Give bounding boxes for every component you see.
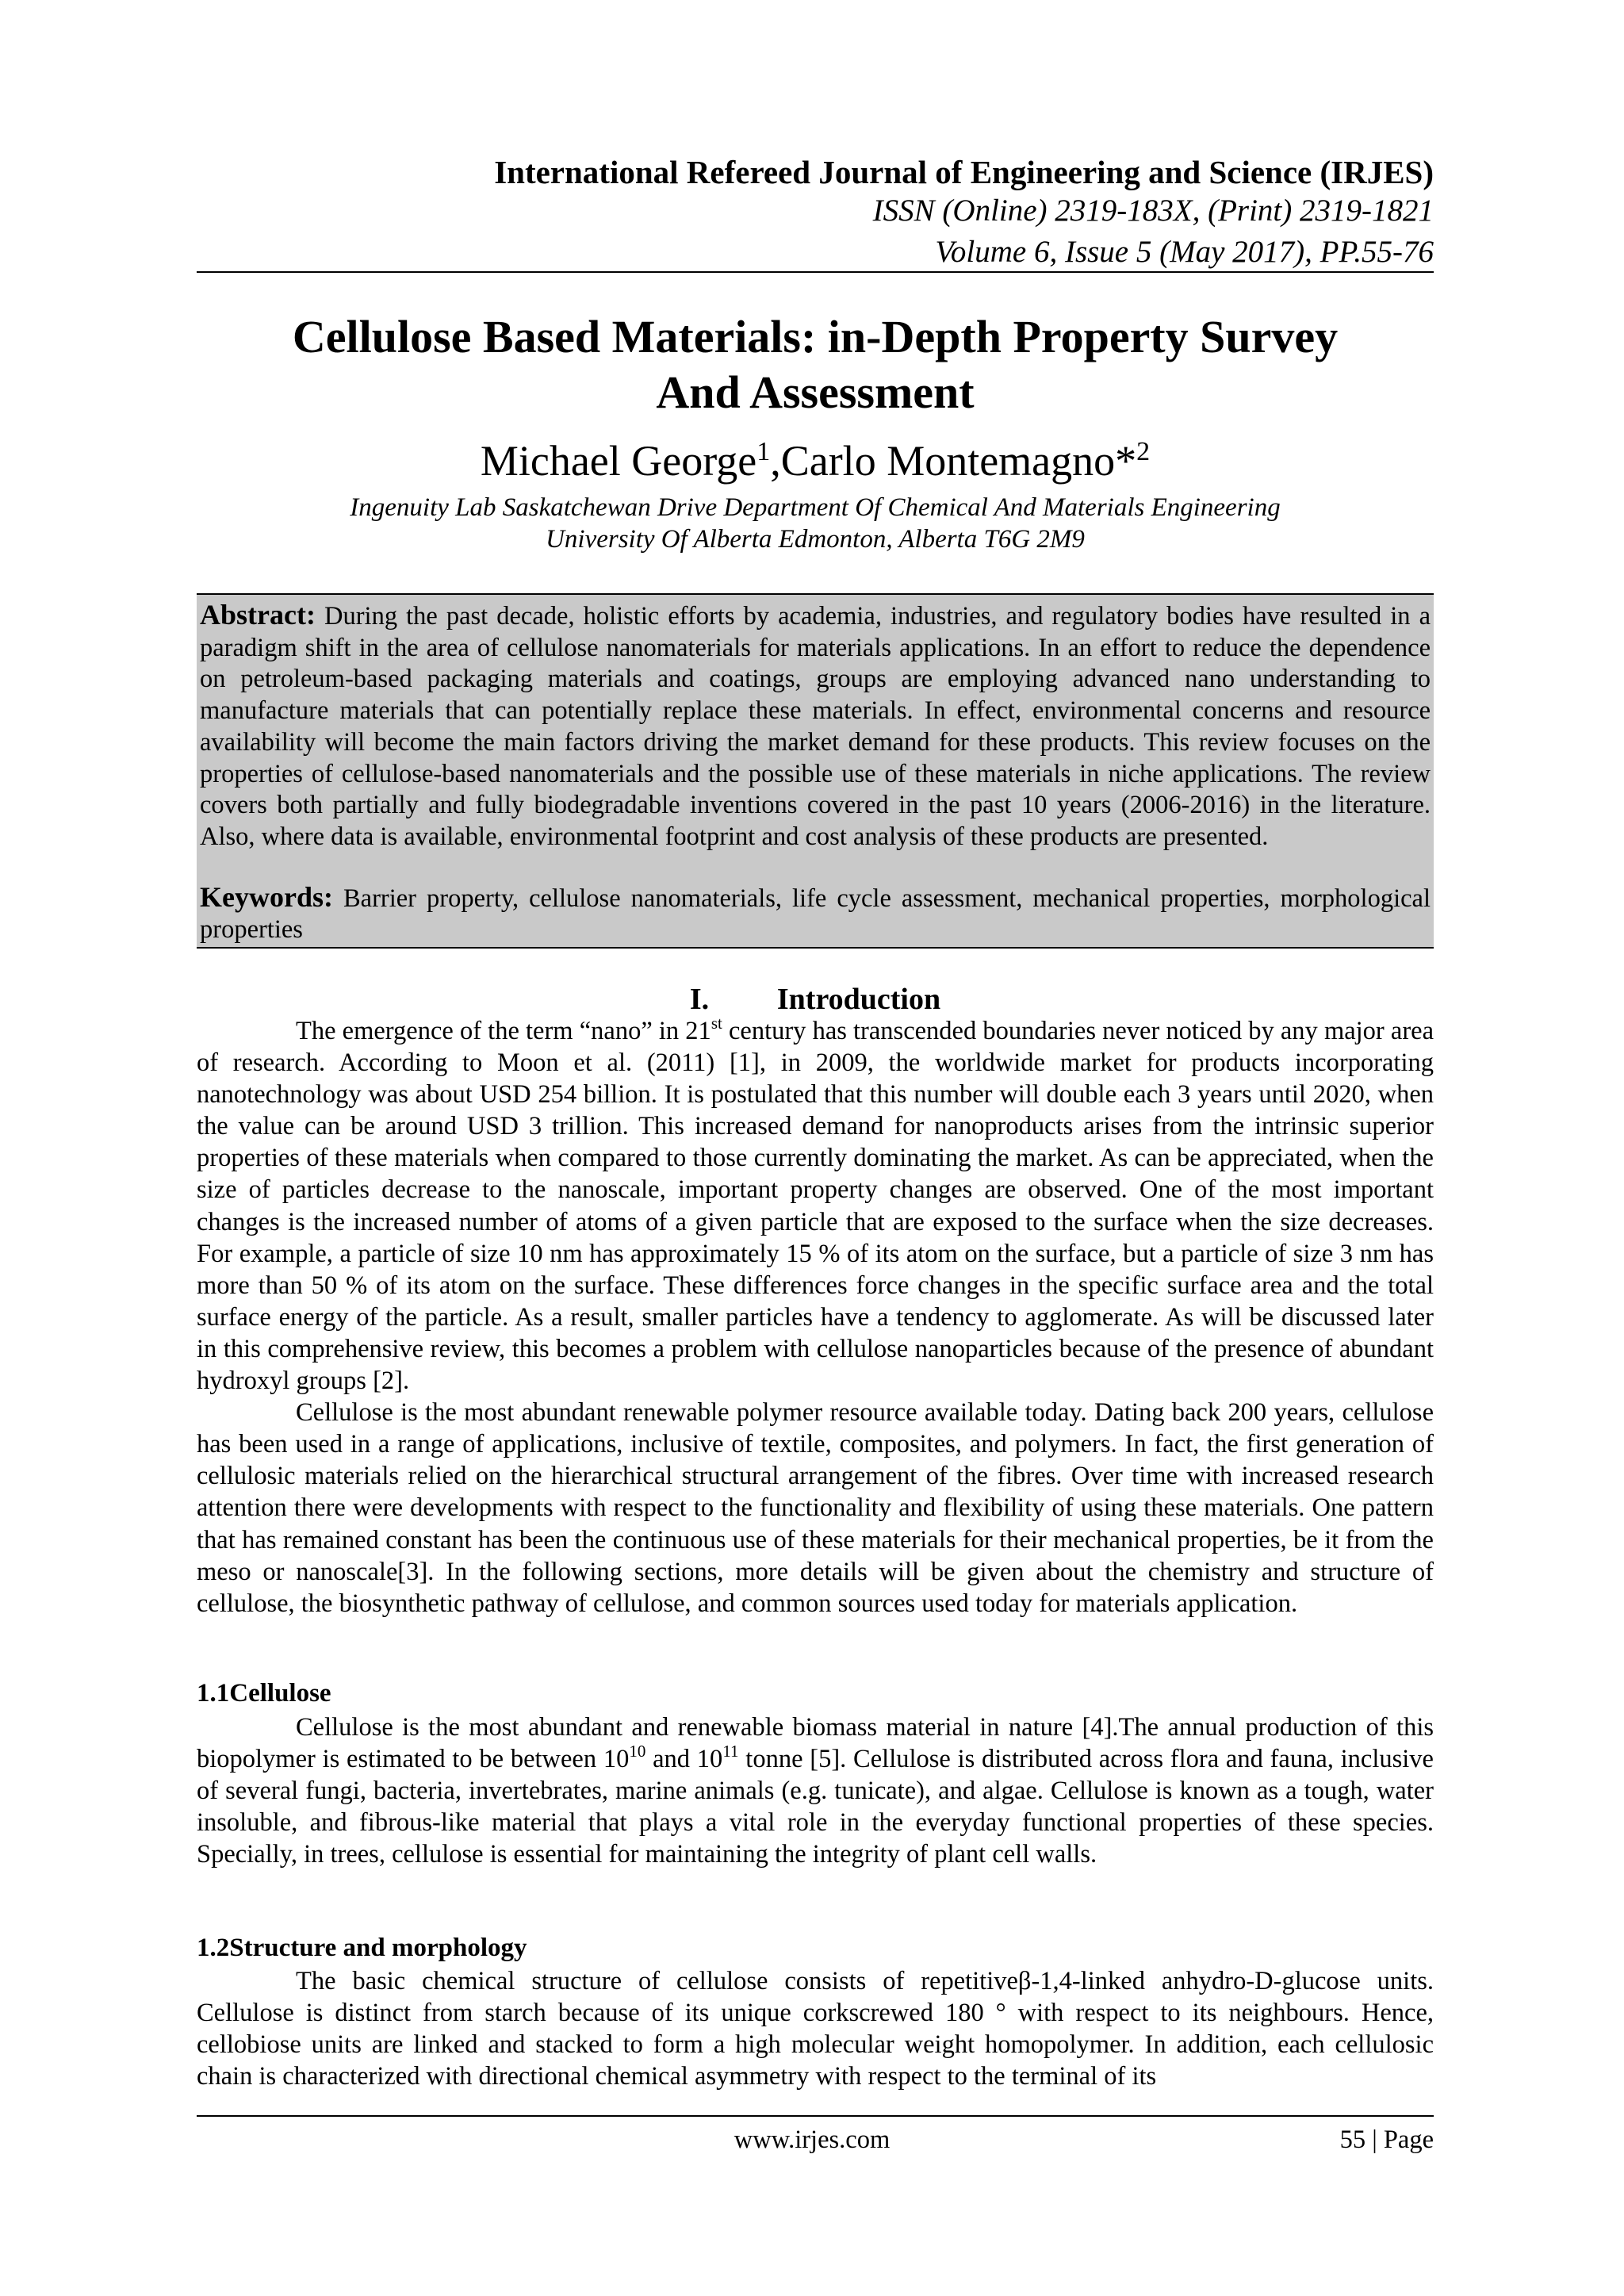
journal-issn: ISSN (Online) 2319-183X, (Print) 2319-1821 [872, 194, 1434, 228]
author-name: ,Carlo Montemagno* [770, 437, 1137, 485]
page-number: 55 | Page [1339, 2125, 1434, 2154]
footer-url: www.irjes.com [733, 2125, 891, 2154]
paragraph [197, 1711, 1434, 1870]
author-affiliation-mark: 1 [756, 437, 771, 466]
paragraph-text: and 10 [645, 1745, 723, 1774]
paper-title-line2: And Assessment [656, 366, 975, 418]
paper-title [197, 309, 1434, 420]
keywords [200, 882, 1431, 945]
superscript: 10 [629, 1742, 646, 1761]
header-divider [197, 271, 1434, 273]
affiliation-line: University Of Alberta Edmonton, Alberta T6G 2M9 [546, 525, 1085, 554]
abstract-text: During the past decade, holistic efforts by academia, industries, and regulatory bodies have resulted in a paradigm shift in the area of cellulose nanomaterials for materials applications. In an effort to reduce the dependence on petroleum-based packaging materials and coatings, groups are employing advanced nano understanding to manufacture materials that can potentially replace these materials. In effect, environmental concerns and resource availability will become the main factors driving the market demand for these products. This review focuses on the properties of cellulose-based nanomaterials and the possible use of these materials in niche applications. The review covers both partially and fully biodegradable inventions covered in the past 10 years (2006-2016) in the literature. Also, where data is available, environmental footprint and cost analysis of these products are presented. [200, 602, 1431, 851]
section-heading [197, 982, 1434, 1017]
keywords-label: Keywords: [200, 881, 333, 913]
footer-divider [197, 2115, 1434, 2117]
subsection-heading: 1.1Cellulose [197, 1679, 331, 1708]
superscript: st [710, 1014, 722, 1033]
author-affiliation-mark: 2 [1136, 437, 1151, 466]
paragraph-text: The emergence of the term “nano” in 21 [296, 1017, 711, 1045]
journal-volume: Volume 6, Issue 5 (May 2017), PP.55-76 [935, 235, 1434, 269]
paragraph: The basic chemical structure of cellulose consists of repetitiveβ-1,4-linked anhydro-D-glucose units. Cellulose is distinct from starch because of its unique corkscrewed 180 ° with respect to its neighbours. Hence, cellobiose units are linked and stacked to form a high molecular weight homopolymer. In addition, each cellulosic chain is characterized with directional chemical asymmetry with respect to the terminal of its [197, 1967, 1434, 2091]
paragraph-text: Cellulose is the most abundant and renewable biomass material in nature [4].The annual production of this biopolymer is estimated to be between 10 [197, 1713, 1434, 1774]
superscript: 11 [722, 1742, 739, 1761]
paragraph-text: tonne [5]. Cellulose is distributed across flora and fauna, inclusive of several fungi, bacteria, invertebrates, marine animals (e.g. tunicate), and algae. Cellulose is known as a tough, water insoluble, and fibrous-like material that plays a vital role in the everyday functional properties of these species. Specially, in trees, cellulose is essential for maintaining the integrity of plant cell walls. [197, 1745, 1434, 1869]
introduction-body [197, 1015, 1434, 1619]
paragraph: Cellulose is the most abundant renewable polymer resource available today. Dating back 200 years, cellulose has been used in a range of applications, inclusive of textile, composites, and polymers. In fact, the first generation of cellulosic materials relied on the hierarchical structural arrangement of the fibres. Over time with increased research attention there were developments with respect to the functionality and flexibility of using these materials. One pattern that has remained constant has been the continuous use of these materials for their mechanical properties, be it from the meso or nanoscale[3]. In the following sections, more details will be given about the chemistry and structure of cellulose, the biosynthetic pathway of cellulose, and common sources used today for materials application. [197, 1398, 1434, 1618]
paper-title-line1: Cellulose Based Materials: in-Depth Property Survey [292, 311, 1339, 362]
paragraph [197, 1015, 1434, 1397]
section-number: I. [689, 983, 710, 1016]
structure-body [197, 1965, 1434, 2092]
paragraph-text: century has transcended boundaries never noticed by any major area of research. According to Moon et al. (2011) [1], in 2009, the worldwide market for products incorporating nanotechnology was about USD 254 billion. It is postulated that this number will double each 3 years until 2020, when the value can be around USD 3 trillion. This increased demand for nanoproducts arises from the intrinsic superior properties of these materials when compared to those currently dominating the market. As can be appreciated, when the size of particles decrease to the nanoscale, important property changes are observed. One of the most important changes is the increased number of atoms of a given particle that are exposed to the surface when the size decreases. For example, a particle of size 10 nm has approximately 15 % of its atom on the surface, but a particle of size 3 nm has more than 50 % of its atom on the surface. These differences force changes in the specific surface area and the total surface energy of the particle. As a result, smaller particles have a tendency to agglomerate. As will be discussed later in this comprehensive review, this becomes a problem with cellulose nanoparticles because of the presence of abundant hydroxyl groups [2]. [197, 1017, 1434, 1396]
abstract-label: Abstract: [200, 599, 316, 631]
section-title: Introduction [776, 983, 941, 1016]
keywords-text: Barrier property, cellulose nanomaterials, life cycle assessment, mechanical properties, morphological properties [200, 884, 1431, 944]
journal-name: International Refereed Journal of Engineering and Science (IRJES) [494, 154, 1434, 190]
subsection-heading: 1.2Structure and morphology [197, 1934, 527, 1962]
cellulose-body [197, 1711, 1434, 1870]
abstract [200, 600, 1431, 853]
abstract-box [197, 593, 1434, 949]
affiliation-line: Ingenuity Lab Saskatchewan Drive Department Of Chemical And Materials Engineering [350, 493, 1281, 522]
author-name: Michael George [480, 437, 757, 485]
author-list [197, 436, 1434, 485]
